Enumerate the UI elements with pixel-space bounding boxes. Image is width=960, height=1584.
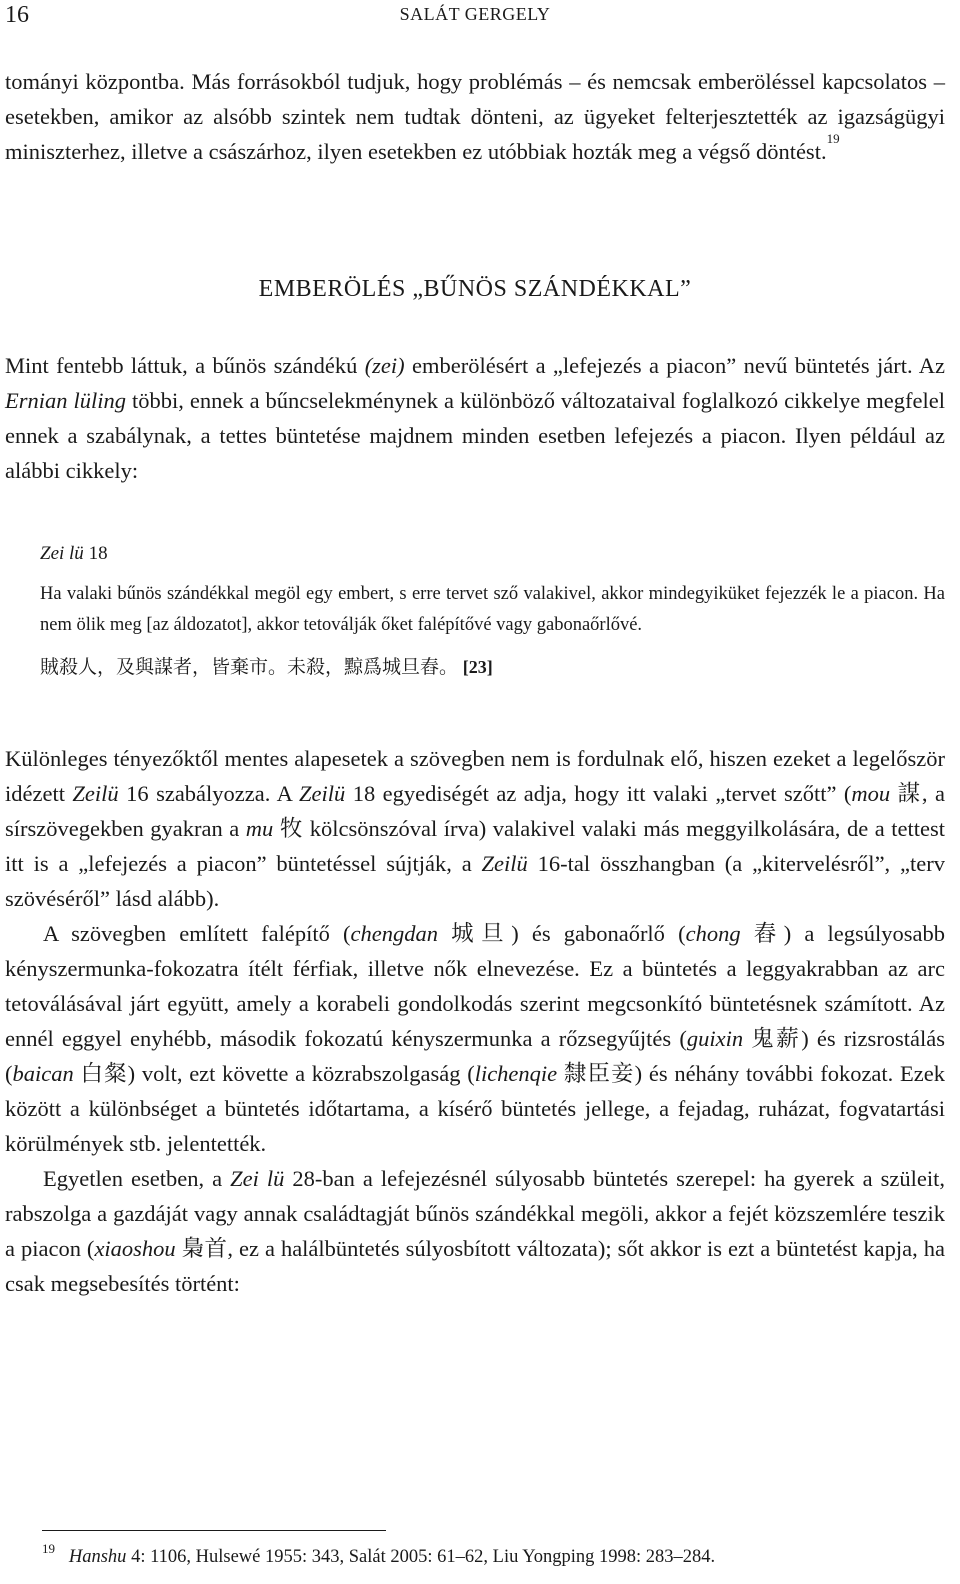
section-heading: EMBERÖLÉS „BŰNÖS SZÁNDÉKKAL”: [258, 276, 692, 302]
term-chengdan: chengdan: [350, 921, 438, 946]
para3-text: 隸臣妾) és néhány további fokozat. Ezek között a különbséget a büntetés időtartama, a kísérő büntetés jellege, a fejadag, ruházat, fogvatartási körülmények stb. jelentették.: [5, 1061, 945, 1156]
para3-text: 城旦) és gabonaőrlő (: [438, 921, 686, 946]
footnote-text: 4: 1106, Hulsewé 1955: 343, Salát 2005: 61–62, Liu Yongping 1998: 283–284.: [126, 1547, 716, 1567]
term-mu: mu: [245, 816, 274, 841]
para1-text: Mint fentebb láttuk, a bűnös szándékú: [5, 353, 365, 378]
footnote-divider: [42, 1530, 386, 1531]
term-zei-lu: Zei lü: [230, 1166, 285, 1191]
footnote-marker: 19: [42, 1541, 55, 1556]
term-xiaoshou: xiaoshou: [94, 1236, 176, 1261]
term-zeilu: Zeilü: [72, 781, 119, 806]
para4-text: 梟首, ez a halálbüntetés súlyosbított változata); sőt akkor is ezt a büntetést kapja, ha csak megsebesítés történt:: [5, 1236, 945, 1296]
term-mou: mou: [851, 781, 891, 806]
para1-text: többi, ennek a bűncselekménynek a különböző változataival foglalkozó cikkelye megfelel ennek a szabálynak, a tettes büntetése majdnem minden esetben lefejezés a piacon. Ilyen például az alábbi cikkely:: [5, 388, 945, 483]
para4-text: 28-ban a lefejezésnél súlyosabb büntetés szerepel: ha gyerek a szüleit, rabszolga a gazdáját vagy annak családtagját bűnös szándékkal megöli, akkor a fejét közszemlére teszik a piacon (: [5, 1166, 945, 1261]
intro-text: tományi központba. Más forrásokból tudjuk, hogy problémás – és nemcsak emberöléssel kapcsolatos – esetekben, amikor az alsóbb szintek nem tudtak dönteni, az ügyeket felterjesztették az igazságügyi miniszterhez, illetve a császárhoz, ilyen esetekben ez utóbbiak hozták meg a végső döntést.: [5, 69, 945, 164]
para2-text: Különleges tényezőktől mentes alapesetek a szövegben nem is fordulnak elő, hiszen ezeket a legelőször idézett: [5, 746, 945, 806]
running-head: [5, 2, 945, 32]
term-chong: chong: [685, 921, 741, 946]
quote-title-number: 18: [83, 543, 108, 564]
intro-paragraph: [5, 64, 945, 169]
term-zeilu: Zeilü: [299, 781, 346, 806]
para2-text: 18 egyediségét az adja, hogy itt valaki „tervet szőtt” (: [345, 781, 852, 806]
para1-text: emberölésért a „lefejezés a piacon” nevű büntetés járt. Az: [404, 353, 945, 378]
running-title: SALÁT GERGELY: [399, 4, 551, 24]
quote-original: [40, 652, 945, 679]
term-zei: (zei): [364, 353, 405, 378]
term-lichenqie: lichenqie: [474, 1061, 558, 1086]
para2-text: 牧 kölcsönszóval írva) valakivel valaki más meggyilkolására, de a tettest itt is a „lefejezés a piacon” büntetéssel sújtják, a: [5, 816, 945, 876]
para3-text: 舂) a legsúlyosabb kényszermunka-fokozatra ítélt férfiak, illetve nők elnevezése. Ez a büntetés a leggyakrabban az arc tetoválásával járt együtt, amely a korabeli gondolkodás szerint megcsonkító büntetésnek számított. Az ennél eggyel enyhébb, második fokozatú kényszermunka a rőzsegyűjtés (: [5, 921, 946, 1051]
quote-chinese: 賊殺人，及與謀者，皆棄市。未殺，黥爲城旦舂。: [40, 656, 459, 678]
footnote: [42, 1541, 942, 1570]
para2-text: 16-tal összhangban (a „kitervelésről”, „terv szövéséről” lásd alább).: [5, 851, 945, 911]
term-zeilu: Zeilü: [481, 851, 528, 876]
para3-text: A szövegben említett falépítő (: [43, 921, 351, 946]
body-paragraph-3: [5, 916, 945, 1161]
para2-text: 16 szabályozza. A: [118, 781, 300, 806]
page-number: 16: [5, 2, 29, 28]
para2-text: 謀, a sírszövegekben gyakran a: [5, 781, 945, 841]
quote-title-name: Zei lü: [40, 543, 84, 564]
quote-translation: Ha valaki bűnös szándékkal megöl egy embert, s erre tervet sző valakivel, akkor mindegyiküket fejezzék le a piacon. Ha nem ölik meg [az áldozatot], akkor tetoválják őket falépítővé vagy gabonaőrlővé.: [40, 584, 945, 635]
term-baican: baican: [12, 1061, 74, 1086]
footnote-reference[interactable]: 19: [826, 131, 840, 146]
body-paragraph-1: [5, 348, 945, 488]
body-paragraph-2: [5, 741, 945, 1301]
para4-text: Egyetlen esetben, a: [43, 1166, 231, 1191]
para3-text: 鬼薪) és rizsrostálás (: [5, 1026, 946, 1086]
quote-reference: [23]: [462, 657, 493, 677]
block-quote: [40, 543, 945, 679]
term-guixin: guixin: [686, 1026, 744, 1051]
title-ernian-luling: Ernian lüling: [5, 388, 126, 413]
body-paragraph-4: [5, 1161, 945, 1301]
footnote-source-title: Hanshu: [68, 1547, 127, 1567]
para3-text: 白粲) volt, ezt követte a közrabszolgaság (: [73, 1061, 475, 1086]
quote-title: [40, 543, 945, 565]
